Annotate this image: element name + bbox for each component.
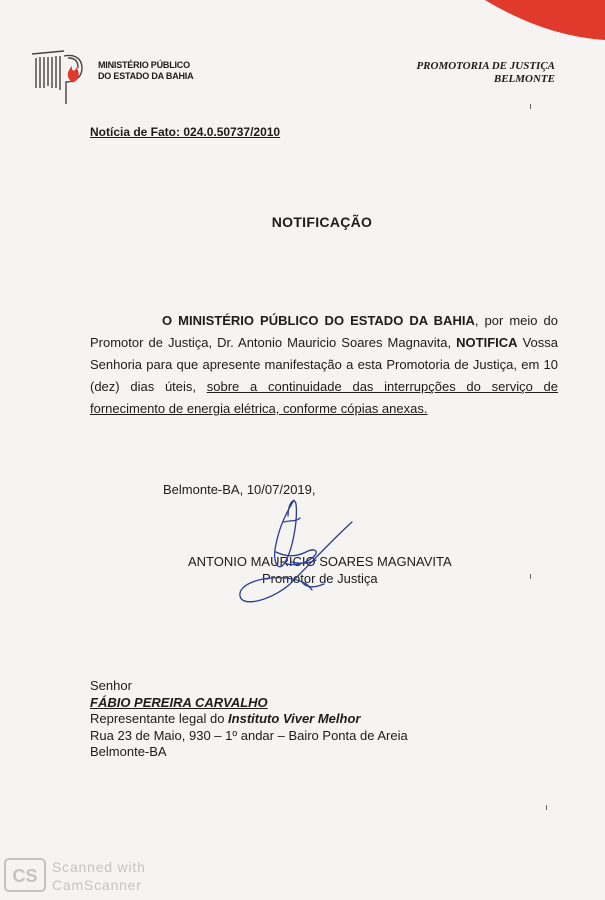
camscanner-watermark — [52, 858, 146, 894]
org-name-line-1: MINISTÉRIO PÚBLICO — [98, 60, 190, 70]
handwritten-signature — [232, 492, 362, 610]
document-title: NOTIFICAÇÃO — [271, 214, 373, 230]
body-organization: O MINISTÉRIO PÚBLICO DO ESTADO DA BAHIA — [162, 313, 475, 328]
mp-logo-icon — [30, 48, 94, 106]
scan-mark — [546, 805, 547, 810]
promotoria-line-2: BELMONTE — [493, 73, 555, 85]
addressee-salutation: Senhor — [90, 678, 132, 693]
organization-name — [98, 60, 193, 82]
red-corner-decoration — [465, 0, 605, 40]
body-text-part-1: , por meio do Promotor de Justiça, Dr. Antonio Mauricio Soares Magnavita, — [90, 313, 558, 350]
addressee-institution: Instituto Viver Melhor — [228, 711, 361, 726]
camscanner-badge-text: CS — [12, 866, 38, 886]
addressee-block — [90, 678, 408, 761]
org-name-line-2: DO ESTADO DA BAHIA — [98, 71, 194, 81]
promotoria-line-1: PROMOTORIA DE JUSTIÇA — [416, 60, 555, 72]
watermark-line-2: CamScanner — [52, 877, 142, 893]
addressee-city: Belmonte-BA — [90, 744, 167, 759]
addressee-name: FÁBIO PEREIRA CARVALHO — [90, 694, 268, 710]
addressee-address: Rua 23 de Maio, 930 – 1º andar – Bairo Ponta de Areia — [90, 727, 408, 743]
case-reference: Notícia de Fato: 024.0.50737/2010 — [90, 125, 281, 139]
promotoria-heading — [416, 60, 555, 86]
signatory-name: ANTONIO MAURICIO SOARES MAGNAVITA — [188, 554, 452, 569]
scan-mark — [530, 574, 531, 579]
addressee-role-prefix: Representante legal do — [90, 711, 229, 726]
signatory-role: Promotor de Justiça — [262, 571, 378, 586]
body-subject: sobre a continuidade das interrupções do serviço de fornecimento de energia elétrica, conforme cópias anexas. — [90, 379, 559, 416]
notification-body — [90, 310, 558, 420]
body-notifica: NOTIFICA — [456, 335, 518, 350]
watermark-line-1: Scanned with — [52, 859, 146, 875]
place-date: Belmonte-BA, 10/07/2019, — [163, 482, 316, 497]
scan-mark — [530, 104, 531, 109]
camscanner-logo-icon — [4, 858, 46, 892]
body-text-part-2: Vossa Senhoria para que apresente manifestação a esta Promotoria de Justiça, em 10 (dez) dias úteis, — [90, 335, 558, 394]
addressee-role — [90, 711, 408, 728]
